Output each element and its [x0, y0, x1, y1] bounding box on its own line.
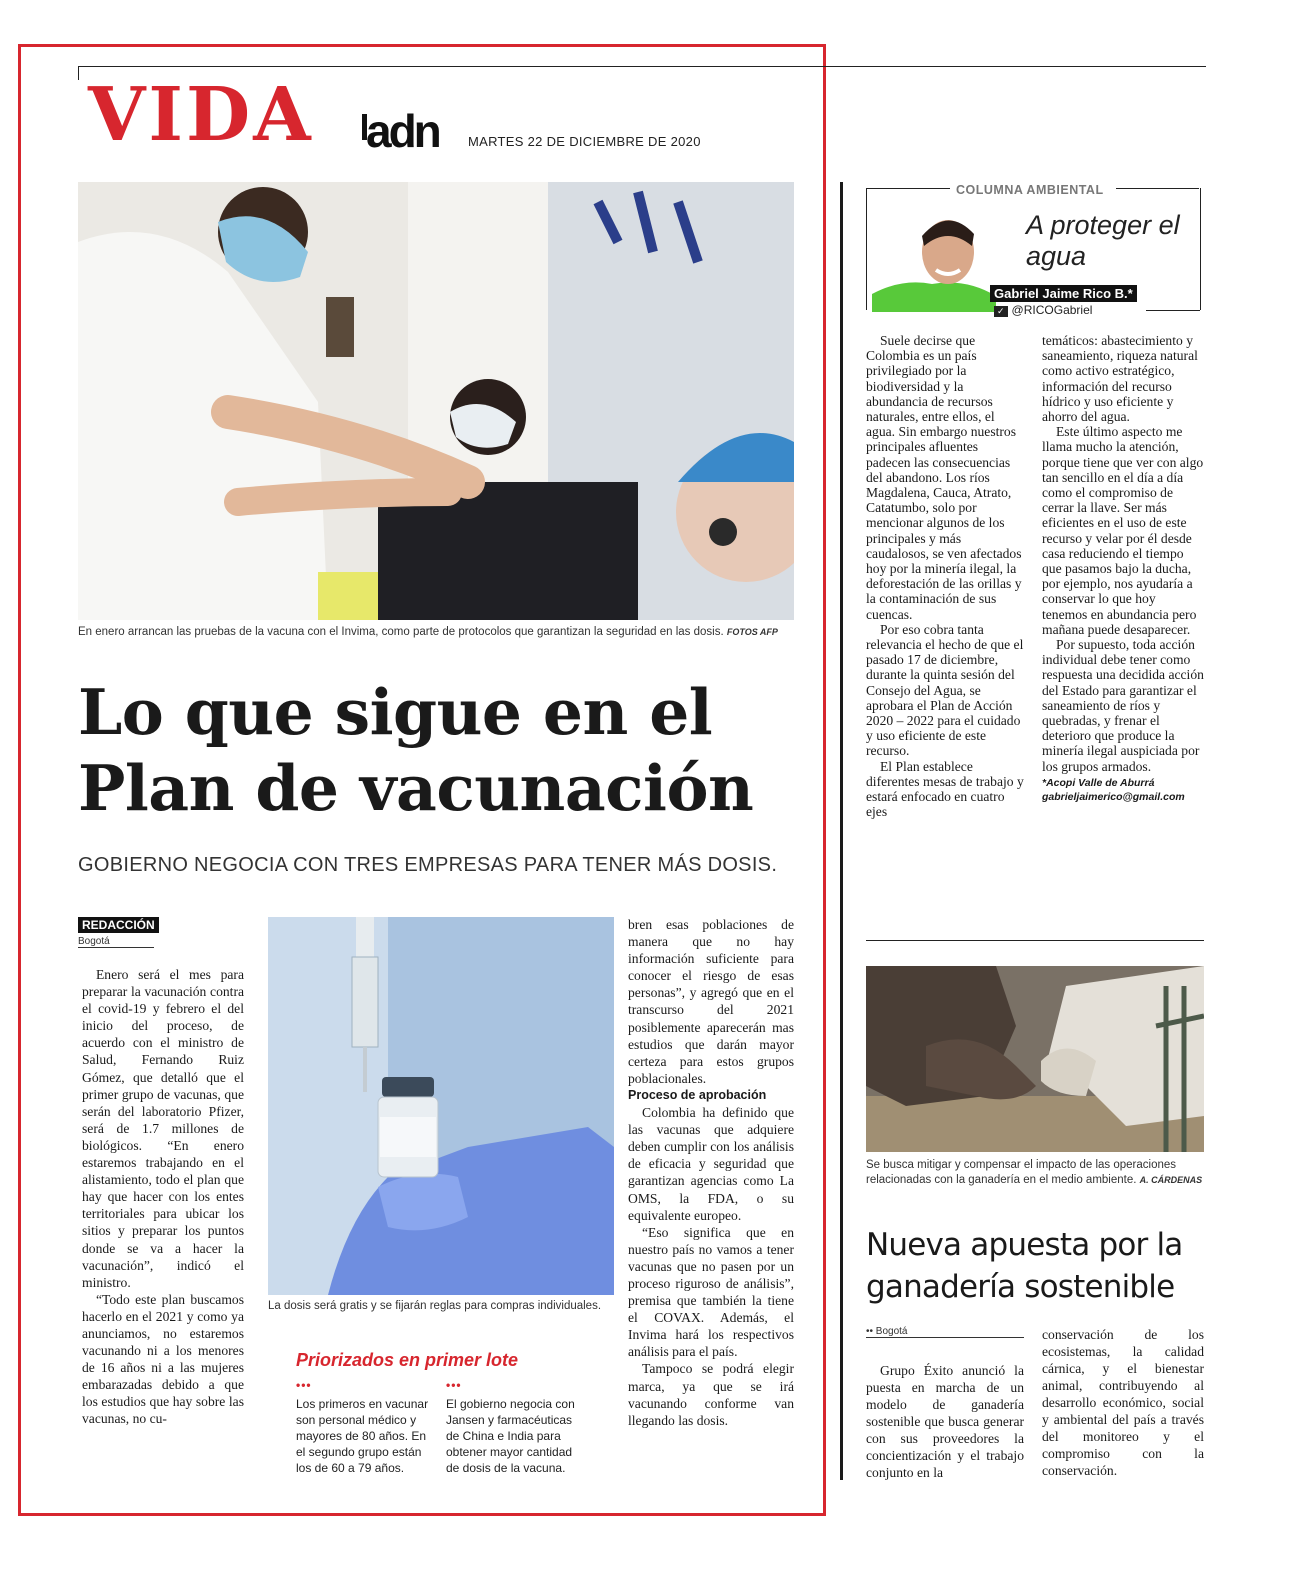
box-top-left	[866, 188, 950, 189]
cattle-caption-text: Se busca mitigar y compensar el impacto de las operaciones relacionadas con la ganadería en el medio ambiente.	[866, 1159, 1177, 1186]
priority-box-title: Priorizados en primer lote	[296, 1350, 519, 1370]
brand-logo: adn	[366, 105, 439, 157]
cattle-illustration	[866, 966, 1204, 1152]
vaccination-photo	[78, 182, 794, 620]
article-paragraph: Enero será el mes para preparar la vacunación contra el covid-19 y febrero el del inicio del proceso, de acuerdo con el ministro de Salud, Fernando Ruiz Gómez, que detalló que el primer grupo de vacunas, que serán del laboratorio Pfizer, será de 1.7 millones de biológicos. “En enero estaremos trabajando en el alistamiento, todo el plan que hay que hacer con los entes territoriales para ubicar los sitios y preparar los puntos donde se va a hacer la vacunación”, indicó el ministro.	[82, 967, 244, 1290]
opinion-paragraph: Por supuesto, toda acción individual debe tener como respuesta una decidida acción del Estado para garantizar el saneamiento de ríos y quebradas, y frenar el deterioro que produce la minería ilegal auspiciada por los grupos armados.	[1042, 637, 1204, 774]
column-divider	[840, 182, 843, 1480]
opinion-paragraph: Suele decirse que Colombia es un país privilegiado por la biodiversidad y la abundancia de recursos naturales, entre ellos, el agua. Sin embargo nuestros principales afluentes padecen las consecuencias del abandono. Los ríos Magdalena, Cauca, Atrato, Catatumbo, solo por mencionar algunos de los principales y más caudalosos, se ven afectados hoy por la minería ilegal, la deforestación de las orillas y la contaminación de sus cuencas.	[866, 333, 1022, 622]
article-paragraph: Tampoco se podrá elegir marca, ya que se irá vacunando conforme van llegando las dosis.	[628, 1361, 794, 1428]
article-headline	[78, 675, 808, 826]
cattle-column-1	[866, 1362, 1024, 1481]
vaccination-illustration	[78, 182, 794, 620]
twitter-icon: ✓	[994, 306, 1008, 317]
main-photo-caption	[78, 626, 778, 638]
vaccine-vial-photo	[268, 917, 614, 1295]
cattle-paragraph: Grupo Éxito anunció la puesta en marcha de un modelo de ganadería sostenible que busca generar con sus proveedores la concientización y el trabajo conjunto en la	[866, 1363, 1024, 1480]
author-portrait-illustration	[872, 206, 996, 312]
opinion-footnote	[1042, 776, 1204, 804]
author-twitter	[994, 303, 1092, 317]
article-subtitle: Proceso de aprobación	[628, 1087, 767, 1102]
opinion-paragraph: Este último aspecto me llama mucho la atención, porque tiene que ver con algo tan sencillo en el día a día como el compromiso de cerrar la llave. Ser más eficientes en el uso de este recurso y velar por él desde casa reduciendo el tiempo que pasamos bajo la ducha, por ejemplo, nos ayudaría a conservar lo que hoy tenemos en abundancia pero mañana puede desaparecer.	[1042, 424, 1204, 637]
opinion-column-right	[1042, 333, 1204, 804]
opinion-paragraph: temáticos: abastecimiento y saneamiento, riqueza natural como activo estratégico, información del recurso hídrico y uso eficiente y ahorro del agua.	[1042, 333, 1198, 425]
article-column-1	[82, 966, 244, 1428]
cattle-column-2	[1042, 1326, 1204, 1479]
box-bottom-right	[1146, 310, 1200, 311]
article-paragraph: Colombia ha definido que las vacunas que adquiere deben cumplir con los análisis de eficacia y seguridad que garantizan agencias como La OMS, la FDA, o su equivalente europeo.	[628, 1105, 794, 1223]
vaccine-vial-illustration	[268, 917, 614, 1295]
column-author: Gabriel Jaime Rico B.*	[990, 285, 1137, 302]
footnote-affiliation: *Acopi Valle de Aburrá	[1042, 776, 1155, 789]
article-column-3	[628, 916, 794, 1429]
article-paragraph: “Eso significa que en nuestro país no vamos a tener vacunas que no pasen por un proceso riguroso de análisis”, premisa que también la tiene el COVAX. Además, el Invima hará los respectivos análisis para el país.	[628, 1224, 794, 1360]
opinion-paragraph: El Plan establece diferentes mesas de trabajo y estará enfocado en cuatro ejes	[866, 758, 1024, 820]
opinion-column-left	[866, 333, 1024, 820]
cattle-photo-caption	[866, 1158, 1206, 1188]
headline-line-1: Lo que sigue en el	[78, 675, 713, 749]
cattle-location: •• Bogotá	[866, 1326, 1024, 1338]
box-top-right	[1116, 188, 1199, 189]
section-title: VIDA	[88, 72, 314, 158]
cattle-headline: Nueva apuesta por la ganadería sostenible	[866, 1227, 1183, 1305]
opinion-paragraph: Por eso cobra tanta relevancia el hecho de que el pasado 17 de diciembre, durante la quinta sesión del Consejo del Agua, se aprobara el Plan de Acción 2020 – 2022 para el cuidado y uso eficiente de este recurso.	[866, 621, 1024, 759]
cattle-photo	[866, 966, 1204, 1152]
priority-bullet-1: •••	[296, 1378, 312, 1392]
article-paragraph: “Todo este plan buscamos hacerlo en el 2021 y como ya anunciamos, no estaremos vacunando ni a los menores de 16 años ni a las mujeres embarazadas debido a que los estudios que hay sobre las vacunas, no cu-	[82, 1291, 244, 1427]
article-paragraph: bren esas poblaciones de manera que no hay información suficiente para conocer el riesgo de esas personas”, y agregó que en el transcurso del 2021 posiblemente aparecerán mas estudios que darán mayor certeza para estos grupos poblacionales.	[628, 917, 794, 1086]
byline	[78, 916, 159, 948]
main-photo-caption-text: En enero arrancan las pruebas de la vacuna con el Invima, como parte de protocolos que garantizan la seguridad en las dosis.	[78, 626, 724, 638]
priority-item-1: Los primeros en vacunar son personal médico y mayores de 80 años. En el segundo grupo están los de 60 a 79 años.	[296, 1397, 429, 1475]
byline-author: REDACCIÓN	[78, 917, 159, 933]
header-rule	[78, 66, 1206, 67]
article-subhead: GOBIERNO NEGOCIA CON TRES EMPRESAS PARA TENER MÁS DOSIS.	[78, 854, 778, 876]
section-rule	[866, 940, 1204, 941]
priority-item-2: El gobierno negocia con Jansen y farmacéuticas de China e India para obtener mayor cantidad de dosis de la vacuna.	[446, 1397, 575, 1475]
issue-date: MARTES 22 DE DICIEMBRE DE 2020	[468, 134, 701, 149]
header-rule-tick	[78, 66, 79, 80]
footnote-email: gabrieljaimerico@gmail.com	[1042, 790, 1185, 803]
column-kicker: COLUMNA AMBIENTAL	[952, 183, 1108, 197]
headline-line-2: Plan de vacunación	[78, 750, 754, 825]
twitter-handle: @RICOGabriel	[1011, 303, 1093, 317]
author-portrait	[872, 206, 996, 312]
column-title: A proteger el agua	[1026, 210, 1180, 271]
main-photo-credit: FOTOS AFP	[726, 627, 778, 637]
byline-location: Bogotá	[78, 934, 154, 948]
priority-bullet-2: •••	[446, 1378, 462, 1392]
cattle-paragraph: conservación de los ecosistemas, la calidad cárnica, y el bienestar animal, contribuyendo al desarrollo económico, social y ambiental del país a través del monitoreo y el compromiso con la conservación.	[1042, 1327, 1204, 1478]
vial-photo-caption: La dosis será gratis y se fijarán reglas para compras individuales.	[268, 1300, 602, 1312]
cattle-photo-credit: A. CÁRDENAS	[1139, 1175, 1203, 1185]
